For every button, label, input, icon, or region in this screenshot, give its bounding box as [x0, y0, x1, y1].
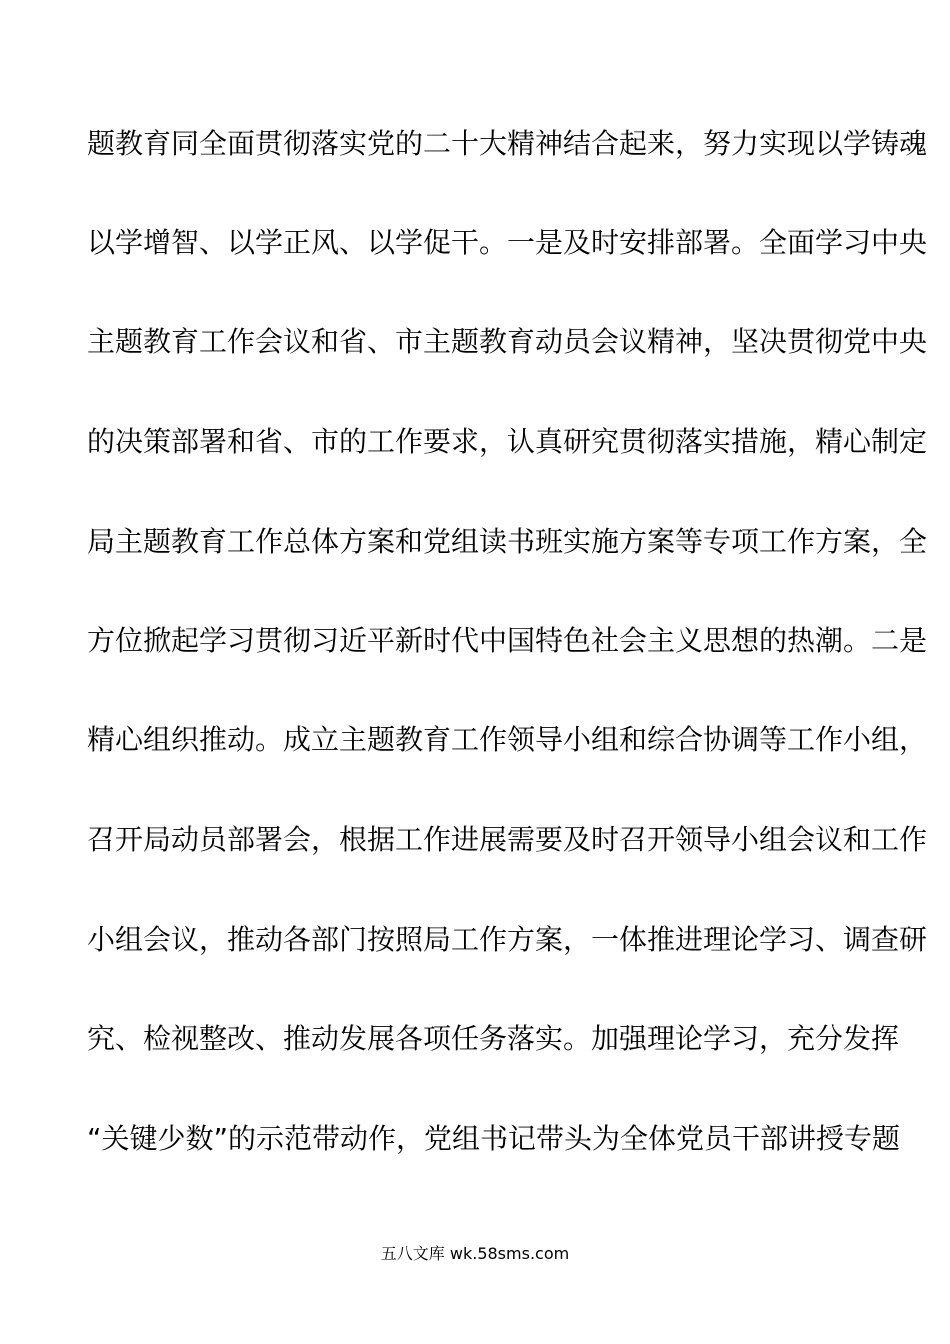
paragraph-line-1: 题教育同全面贯彻落实党的二十大精神结合起来，努力实现以学铸魂	[87, 127, 928, 160]
paragraph-line-9: 小组会议，推动各部门按照局工作方案，一体推进理论学习、调查研	[87, 923, 928, 956]
paragraph-line-3: 主题教育工作会议和省、市主题教育动员会议精神，坚决贯彻党中央	[87, 325, 928, 358]
footer-watermark: 五八文库 wk.58sms.com	[380, 1244, 570, 1263]
paragraph-line-5: 局主题教育工作总体方案和党组读书班实施方案等专项工作方案，全	[87, 525, 928, 558]
paragraph-line-4: 的决策部署和省、市的工作要求，认真研究贯彻落实措施，精心制定	[87, 425, 928, 458]
paragraph-line-11: “关键少数”的示范带动作，党组书记带头为全体党员干部讲授专题	[87, 1122, 901, 1155]
paragraph-line-7: 精心组织推动。成立主题教育工作领导小组和综合协调等工作小组，	[87, 723, 928, 756]
paragraph-line-6: 方位掀起学习贯彻习近平新时代中国特色社会主义思想的热潮。二是	[87, 624, 928, 657]
paragraph-line-2: 以学增智、以学正风、以学促干。一是及时安排部署。全面学习中央	[87, 226, 928, 259]
paragraph-line-8: 召开局动员部署会，根据工作进展需要及时召开领导小组会议和工作	[87, 823, 928, 856]
paragraph-line-10: 究、检视整改、推动发展各项任务落实。加强理论学习，充分发挥	[87, 1022, 900, 1055]
